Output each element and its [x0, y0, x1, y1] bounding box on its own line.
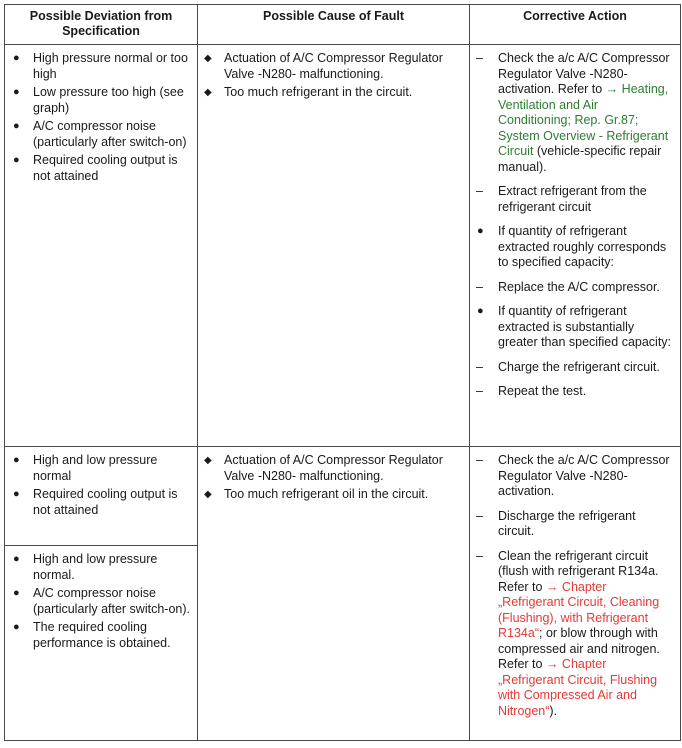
bullet-icon: ●	[13, 454, 20, 466]
list-item: – Check the a/c A/C Compressor Regulator Valve -N280- activation.	[476, 453, 670, 498]
dash-icon: –	[476, 359, 483, 374]
list-item: – Charge the refrigerant circuit.	[476, 359, 660, 374]
list-item: – Discharge the refrigerant circuit.	[476, 508, 636, 538]
deviation-subcell-a	[5, 447, 197, 545]
list-item: ◆ Too much refrigerant oil in the circuit.	[204, 487, 429, 501]
bullet-icon: ●	[13, 587, 20, 599]
table-row-2	[5, 447, 681, 741]
diamond-icon: ◆	[204, 489, 212, 500]
link-chapter-flushing-r134a[interactable]: → Chapter „Refrigerant Circuit, Cleaning (Flushing), with Refrigerant R134a“	[498, 579, 660, 640]
dash-icon: –	[476, 51, 483, 65]
bullet-icon: ●	[13, 553, 20, 565]
header-action: Corrective Action	[470, 5, 681, 45]
diagnosis-table	[4, 4, 681, 741]
dash-icon: –	[476, 279, 483, 294]
list-item: ● High and low pressure normal	[13, 453, 158, 483]
deviation-list	[5, 51, 191, 184]
dash-icon: –	[476, 508, 483, 523]
deviation-cell-1	[5, 45, 198, 447]
bullet-icon: ●	[13, 154, 20, 166]
list-item: ◆ Too much refrigerant in the circuit.	[204, 85, 413, 99]
list-item: – Replace the A/C compressor.	[476, 279, 660, 294]
bullet-icon: ●	[13, 621, 20, 633]
deviation-list	[5, 453, 191, 518]
list-item: – Check the a/c A/C Compressor Regulator Valve -N280- activation. Refer to → Heating, Ventilation and Air Conditioning; Rep. Gr.87; System Overview - Refrigerant Circuit (vehicle-specific repair manual).	[476, 51, 670, 174]
action-cell-2	[470, 447, 681, 741]
link-system-overview[interactable]: → Heating, Ventilation and Air Conditioning; Rep. Gr.87; System Overview - Refrigerant Circuit	[498, 82, 669, 158]
list-item: ● High and low pressure normal.	[13, 552, 158, 582]
deviation-cell-2	[5, 447, 198, 741]
link-chapter-flushing-air-nitrogen[interactable]: → Chapter „Refrigerant Circuit, Flushing with Compressed Air and Nitrogen“	[498, 657, 658, 718]
dash-icon: –	[476, 453, 483, 467]
list-item: ● If quantity of refrigerant extracted roughly corresponds to specified capacity:	[477, 224, 667, 269]
action-cell-1	[470, 45, 681, 447]
cause-cell-2	[198, 447, 470, 741]
list-item: ● A/C compressor noise (particularly after switch-on)	[13, 119, 187, 149]
dash-icon: –	[476, 184, 483, 198]
list-item: ◆ Actuation of A/C Compressor Regulator Valve -N280- malfunctioning.	[204, 51, 443, 81]
list-item: – Clean the refrigerant circuit (flush with refrigerant R134a. Refer to → Chapter „Refrigerant Circuit, Cleaning (Flushing), with Refrigerant R134a“; or blow through with compressed air and nitrogen. Refer to → Chapter „Refrigerant Circuit, Flushing with Compressed Air and Nitrogen“).	[476, 548, 660, 718]
list-item: – Repeat the test.	[476, 384, 587, 398]
table-row-1	[5, 45, 681, 447]
list-item: ● Low pressure too high (see graph)	[13, 85, 184, 115]
diamond-icon: ◆	[204, 455, 212, 466]
list-item: ● A/C compressor noise (particularly after switch-on).	[13, 586, 190, 616]
dash-icon: –	[476, 548, 483, 563]
cause-cell-1	[198, 45, 470, 447]
deviation-subcell-b	[5, 545, 197, 660]
cause-list	[198, 453, 463, 503]
bullet-icon: ●	[13, 52, 20, 64]
bullet-icon: ●	[477, 225, 484, 237]
header-deviation: Possible Deviation from Specification	[5, 5, 198, 45]
list-item: ● Required cooling output is not attained	[13, 153, 178, 183]
cause-list	[198, 51, 463, 101]
deviation-list	[5, 552, 191, 651]
header-row	[5, 5, 681, 45]
diamond-icon: ◆	[204, 87, 212, 98]
list-item: ● The required cooling performance is obtained.	[13, 620, 171, 650]
list-item: – Extract refrigerant from the refrigerant circuit	[476, 184, 647, 214]
list-item: ● If quantity of refrigerant extracted is substantially greater than specified capacity:	[477, 304, 672, 349]
action-list	[470, 51, 674, 400]
bullet-icon: ●	[13, 488, 20, 500]
bullet-icon: ●	[13, 86, 20, 98]
dash-icon: –	[476, 384, 483, 398]
bullet-icon: ●	[13, 120, 20, 132]
diamond-icon: ◆	[204, 53, 212, 64]
list-item: ◆ Actuation of A/C Compressor Regulator Valve -N280- malfunctioning.	[204, 453, 443, 483]
list-item: ● Required cooling output is not attained	[13, 487, 178, 517]
bullet-icon: ●	[477, 305, 484, 317]
action-list	[470, 453, 674, 719]
list-item: ● High pressure normal or too high	[13, 51, 188, 81]
header-cause: Possible Cause of Fault	[198, 5, 470, 45]
